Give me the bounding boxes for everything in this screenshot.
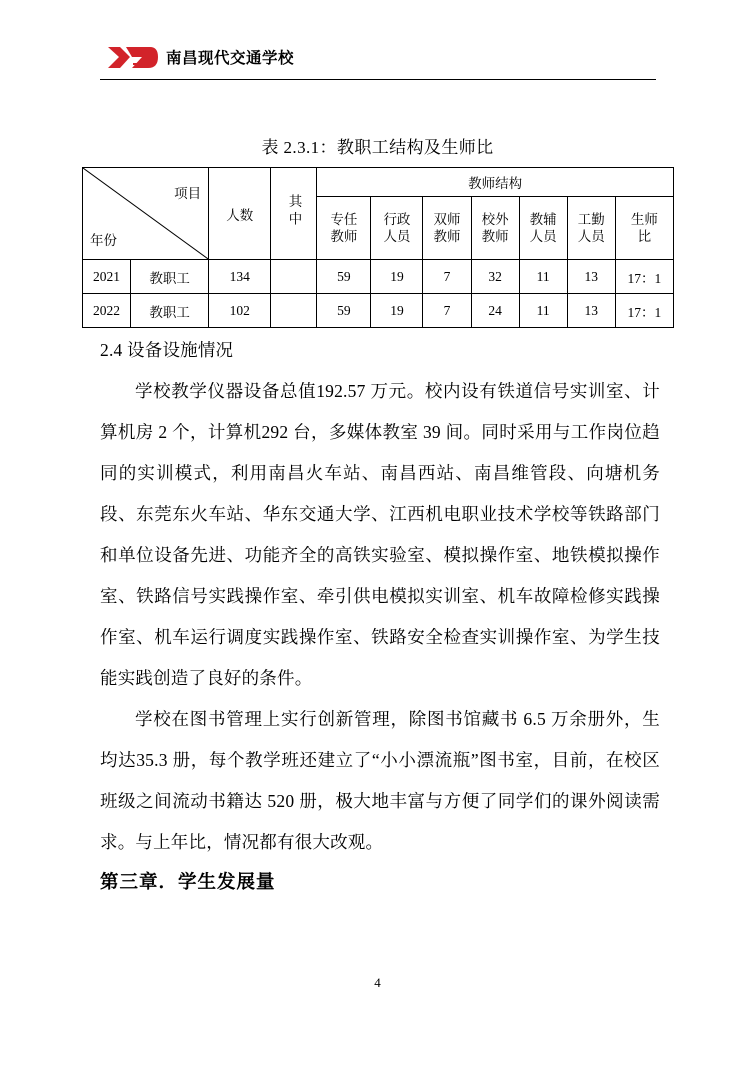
cell-count: 102 <box>209 294 271 328</box>
cell-support-staff: 13 <box>567 260 615 294</box>
cell-count: 134 <box>209 260 271 294</box>
table-corner-cell <box>83 168 209 260</box>
table-row <box>83 294 674 328</box>
cell-assistant: 11 <box>519 294 567 328</box>
school-name: 南昌现代交通学校 <box>166 49 295 67</box>
paragraph-library: 学校在图书管理上实行创新管理，除图书馆藏书 6.5 万余册外，生均达35.3 册，每个教学班还建立了“小小漂流瓶”图书室，目前，在校区班级之间流动书籍达 520 册，极大地丰富与方便了同学们的课外阅读需求。与上年比，情况都有很大改观。 <box>100 709 660 852</box>
cell-assistant: 11 <box>519 260 567 294</box>
sub-header-student-teacher-ratio: 生师 比 <box>615 197 673 260</box>
sub-header-dual-qualified: 双师 教师 <box>423 197 471 260</box>
cell-category: 教职工 <box>131 294 209 328</box>
cell-category: 教职工 <box>131 260 209 294</box>
header-divider <box>100 79 656 80</box>
page-body <box>100 330 660 904</box>
section-heading: 2.4 设备设施情况 <box>100 340 234 360</box>
sub-header-assistant: 教辅 人员 <box>519 197 567 260</box>
cell-year: 2021 <box>83 260 131 294</box>
sub-header-support-staff: 工勤 人员 <box>567 197 615 260</box>
sub-header-external: 校外 教师 <box>471 197 519 260</box>
sub-header-full-time: 专任 教师 <box>317 197 371 260</box>
staff-structure-table <box>82 167 674 328</box>
corner-item-label: 项目 <box>174 186 202 201</box>
cell-full-time: 59 <box>317 260 371 294</box>
chapter-heading: 第三章．学生发展量 <box>100 873 276 893</box>
cell-support-staff: 13 <box>567 294 615 328</box>
page-header <box>100 44 656 80</box>
cell-dual-qualified: 7 <box>423 260 471 294</box>
cell-year: 2022 <box>83 294 131 328</box>
col-header-count: 人数 <box>209 168 271 260</box>
paragraph-equipment: 学校教学仪器设备总值192.57 万元。校内设有铁道信号实训室、计算机房 2 个，计算机292 台，多媒体教室 39 间。同时采用与工作岗位趋同的实训模式，利用南昌火车站、南昌西站、南昌维管段、向塘机务段、东莞东火车站、华东交通大学、江西机电职业技术学校等铁路部门和单位设备先进、功能齐全的高铁实验室、模拟操作室、地铁模拟操作室、铁路信号实践操作室、牵引供电模拟实训室、机车故障检修实践操作室、机车运行调度实践操作室、铁路安全检查实训操作室、为学生技能实践创造了良好的条件。 <box>100 381 660 688</box>
sub-header-administrative: 行政 人员 <box>371 197 423 260</box>
xd-logo-icon <box>106 44 162 72</box>
cell-external: 32 <box>471 260 519 294</box>
corner-year-label: 年份 <box>90 233 117 248</box>
cell-full-time: 59 <box>317 294 371 328</box>
cell-ratio: 17：1 <box>615 294 673 328</box>
page-number: 4 <box>374 975 381 990</box>
table-row <box>83 260 674 294</box>
col-header-teacher-structure: 教师结构 <box>317 168 674 197</box>
cell-among <box>271 294 317 328</box>
cell-administrative: 19 <box>371 260 423 294</box>
cell-external: 24 <box>471 294 519 328</box>
cell-among <box>271 260 317 294</box>
cell-dual-qualified: 7 <box>423 294 471 328</box>
table-caption: 表 2.3.1：教职工结构及生师比 <box>261 138 494 157</box>
col-header-among: 其中 <box>271 168 317 260</box>
cell-administrative: 19 <box>371 294 423 328</box>
cell-ratio: 17：1 <box>615 260 673 294</box>
